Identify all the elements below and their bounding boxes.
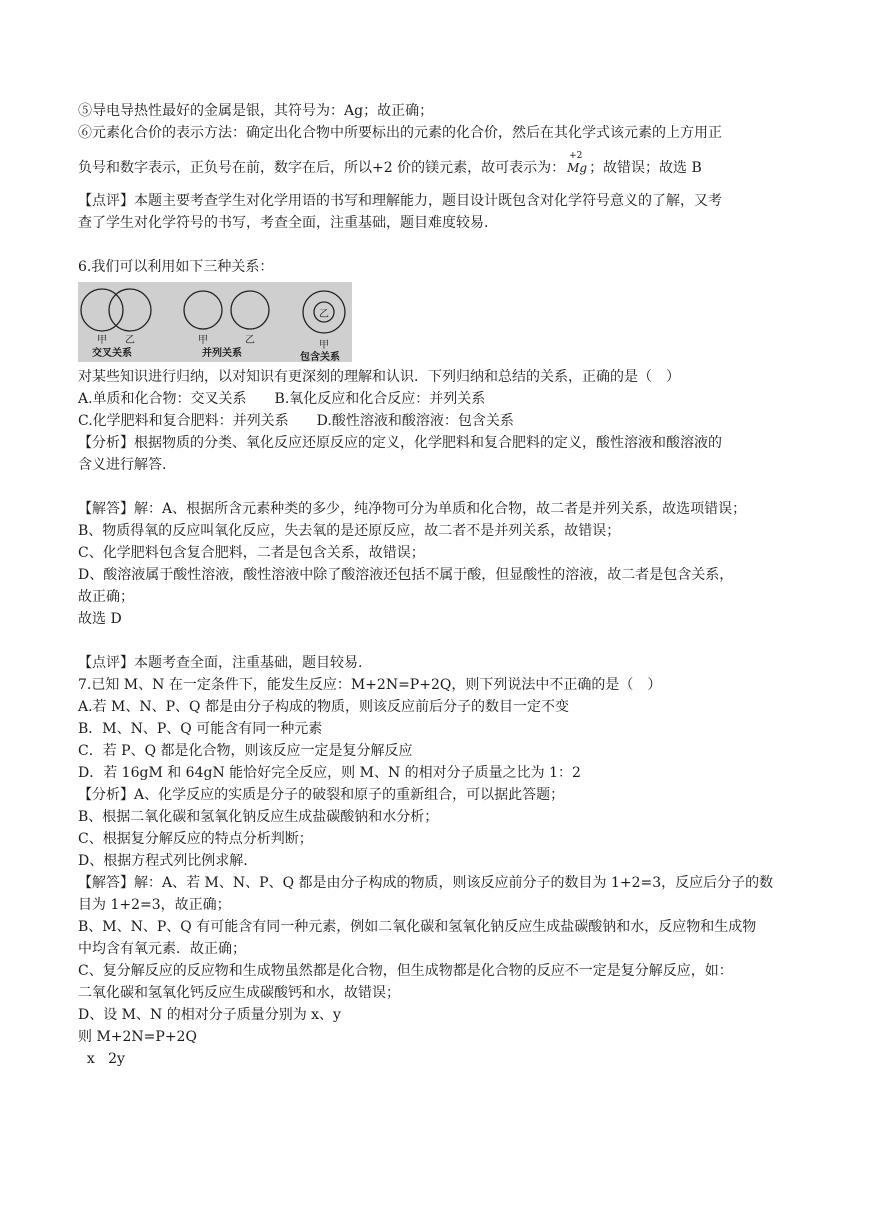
text-line: D、设 M、N 的相对分子质量分别为 x、y	[78, 1007, 341, 1023]
text-line: D、酸溶液属于酸性溶液，酸性溶液中除了酸溶液还包括不属于酸，但显酸性的溶液，故二者是包含关系，	[78, 567, 734, 583]
text-line: 【解答】解：A、若 M、N、P、Q 都是由分子构成的物质，则该反应前分子的数目为 1+2=3，反应后分子的数	[78, 875, 774, 891]
text-line: D、根据方程式列比例求解.	[78, 853, 248, 869]
text-line: 目为 1+2=3，故正确；	[78, 897, 231, 913]
text-line: 【解答】解：A、根据所含元素种类的多少，纯净物可分为单质和化合物，故二者是并列关系，故选项错误；	[78, 501, 747, 517]
document-page	[78, 100, 798, 1070]
text-line: B、物质得氧的反应叫氧化反应，失去氧的是还原反应，故二者不是并列关系，故错误；	[78, 523, 621, 539]
text-line: 则 M+2N=P+2Q	[78, 1029, 197, 1045]
text-line: 7.已知 M、N 在一定条件下，能发生反应：M+2N=P+2Q，则下列说法中不正确的是（ ）	[78, 677, 662, 693]
text-line: C．若 P、Q 都是化合物，则该反应一定是复分解反应	[78, 743, 413, 759]
text-line: C.化学肥料和复合肥料：并列关系 D.酸性溶液和酸溶液：包含关系	[78, 413, 514, 429]
text-line: 【分析】A、化学反应的实质是分子的破裂和原子的重新组合，可以据此答题；	[78, 787, 565, 803]
diagram-label-jia-3: 甲	[319, 340, 329, 351]
mg-valence-symbol	[567, 144, 587, 186]
text-line: 查了学生对化学符号的书写，考查全面，注重基础，题目难度较易.	[78, 215, 489, 231]
text-line: 故正确；	[78, 589, 134, 605]
diagram-label-parallel: 并列关系	[202, 348, 242, 359]
text-line: ⑥元素化合价的表示方法：确定出化合物中所要标出的元素的化合价，然后在其化学式该元素的上方用正	[78, 125, 722, 141]
cross-circle-yi	[109, 289, 151, 331]
text-line: C、根据复分解反应的特点分析判断；	[78, 831, 313, 847]
text-line: 对某些知识进行归纳，以对知识有更深刻的理解和认识．下列归纳和总结的关系，正确的是（ ）	[78, 369, 680, 385]
relationship-diagram	[78, 282, 352, 362]
text-line: 含义进行解答.	[78, 457, 167, 473]
text-line: ⑤导电导热性最好的金属是银，其符号为：Ag；故正确；	[78, 103, 434, 119]
question-6-stem: 6.我们可以利用如下三种关系：	[78, 259, 274, 275]
text-line: 故选 D	[78, 611, 122, 627]
diagram-label-yi-2: 乙	[245, 335, 255, 346]
text-line: A.单质和化合物：交叉关系 B.氧化反应和化合反应：并列关系	[78, 391, 486, 407]
mg-line-after: ；故错误；故选 B	[589, 160, 702, 176]
text-line: 【点评】本题考查全面，注重基础，题目较易.	[78, 655, 363, 671]
text-line: 【分析】根据物质的分类、氧化反应还原反应的定义，化学肥料和复合肥料的定义，酸性溶液和酸溶液的	[78, 435, 722, 451]
cross-circle-jia	[81, 289, 123, 331]
mg-valence-sup: +2	[569, 151, 583, 161]
text-line: C、化学肥料包含复合肥料，二者是包含关系，故错误；	[78, 545, 425, 561]
mg-line-before: 负号和数字表示，正负号在前，数字在后，所以+2 价的镁元素，故可表示为：	[78, 160, 566, 176]
mg-symbol-text: Mg	[567, 161, 588, 175]
text-line: 中均含有氧元素．故正确；	[78, 941, 246, 957]
text-line: C、复分解反应的反应物和生成物虽然都是化合物，但生成物都是化合物的反应不一定是复分解反应，如：	[78, 963, 733, 979]
parallel-circle-yi	[231, 291, 269, 329]
diagram-label-contain: 包含关系	[300, 352, 340, 363]
diagram-label-cross: 交叉关系	[92, 348, 132, 359]
text-line: B、M、N、P、Q 有可能含有同一种元素，例如二氧化碳和氢氧化钠反应生成盐碳酸钠和水，反应物和生成物	[78, 919, 757, 935]
diagram-label-yi-1: 乙	[125, 335, 135, 346]
diagram-label-jia-2: 甲	[198, 335, 208, 346]
text-line: B、根据二氧化碳和氢氧化钠反应生成盐碳酸钠和水分析；	[78, 809, 439, 825]
diagram-label-jia-1: 甲	[97, 335, 107, 346]
text-line: x 2y	[78, 1051, 125, 1067]
text-line: A.若 M、N、P、Q 都是由分子构成的物质，则该反应前后分子的数目一定不变	[78, 699, 569, 715]
text-line-mg	[78, 144, 798, 180]
text-line: D．若 16gM 和 64gN 能恰好完全反应，则 M、N 的相对分子质量之比为 1：2	[78, 765, 581, 781]
text-line: 【点评】本题主要考查学生对化学用语的书写和理解能力，题目设计既包含对化学符号意义的了解，又考	[78, 193, 722, 209]
text-line: B．M、N、P、Q 可能含有同一种元素	[78, 721, 323, 737]
diagram-label-yi-3: 乙	[319, 309, 329, 320]
text-line: 二氧化碳和氢氧化钙反应生成碳酸钙和水，故错误；	[78, 985, 400, 1001]
parallel-circle-jia	[184, 291, 222, 329]
